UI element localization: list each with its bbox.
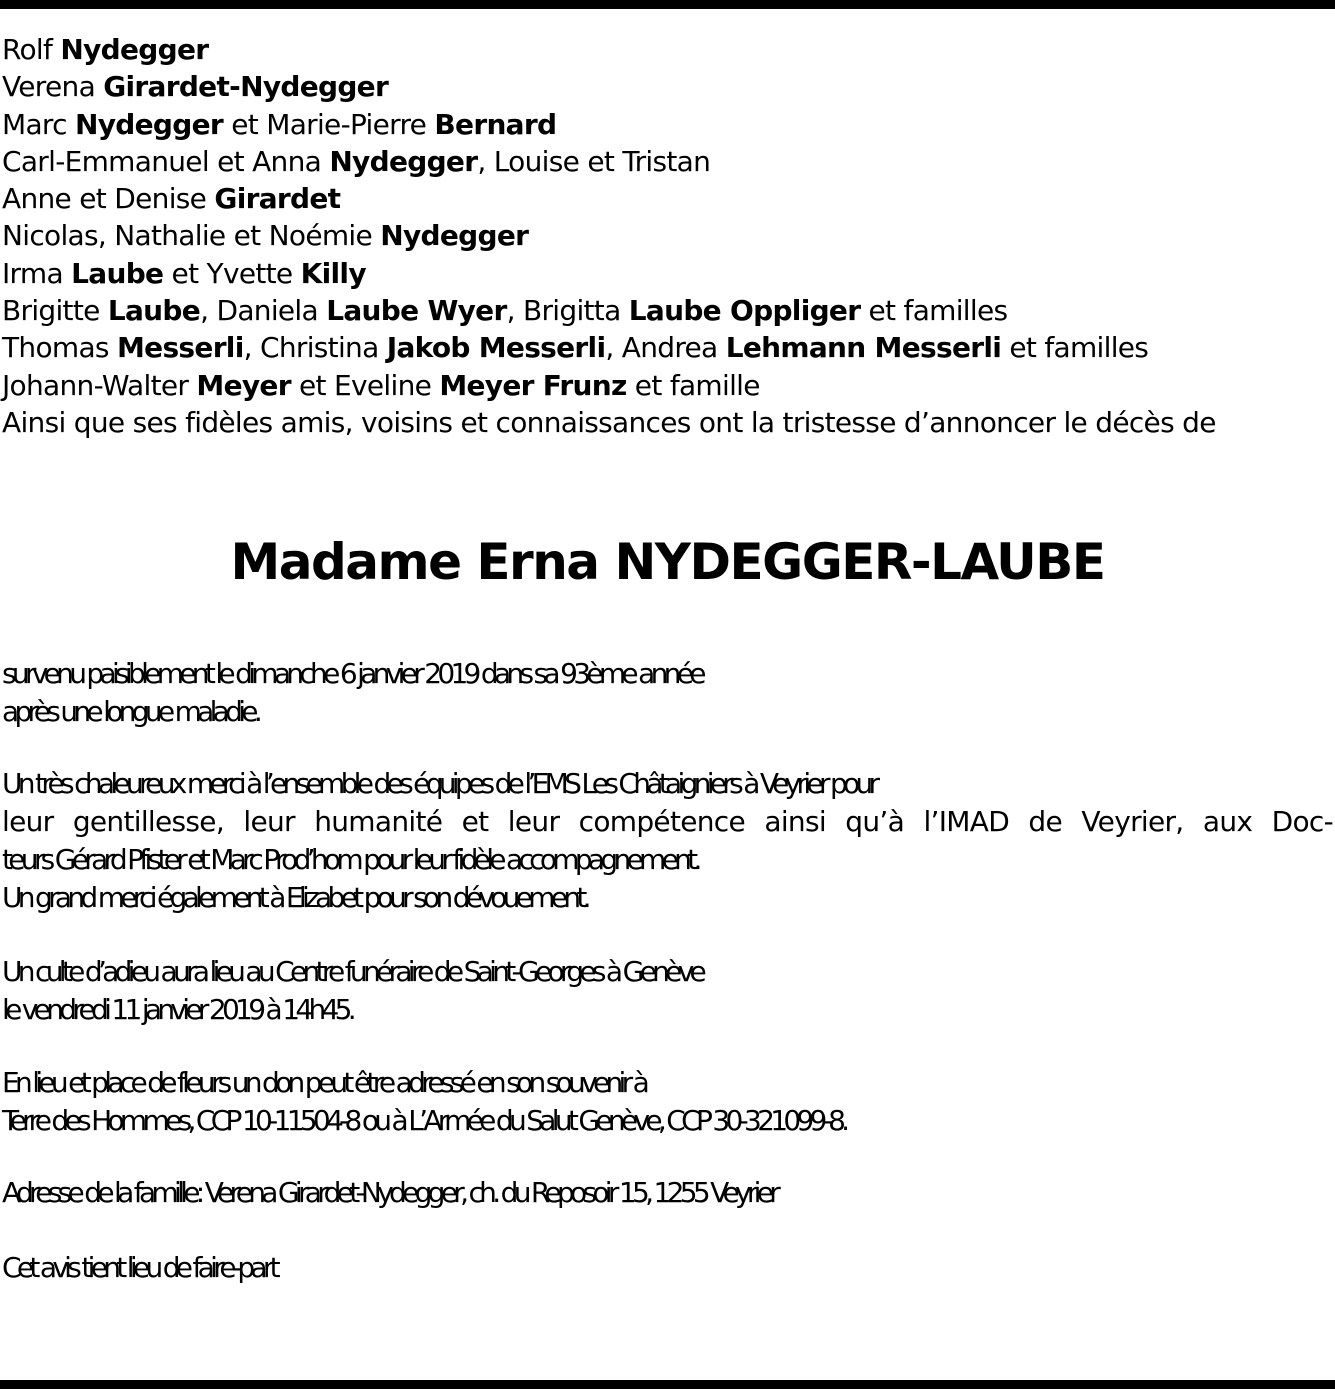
family-text: , Christina	[243, 331, 387, 365]
family-surname: Laube Wyer	[326, 294, 507, 328]
family-text: Irma	[2, 256, 72, 290]
thanks-line: teurs Gérard Pfister et Marc Prod’hom pour leur fidèle accompagnement.	[2, 843, 698, 876]
family-line	[2, 106, 1332, 143]
death-notice	[2, 655, 1333, 731]
bottom-rule	[0, 1380, 1335, 1389]
family-text: Verena	[2, 70, 104, 104]
family-surname: Bernard	[434, 107, 557, 141]
family-surname: Nydegger	[75, 107, 224, 141]
family-line	[2, 404, 1332, 441]
family-line	[2, 68, 1332, 105]
family-text: et familles	[1001, 331, 1149, 365]
family-surname: Messerli	[117, 331, 244, 365]
family-text: et Marie-Pierre	[223, 107, 435, 141]
family-text: et Yvette	[163, 256, 301, 290]
family-surname: Girardet	[214, 182, 341, 216]
family-text: et familles	[860, 294, 1008, 328]
death-notice-line: après une longue maladie.	[2, 695, 259, 728]
family-surname: Killy	[300, 256, 366, 290]
family-surname: Laube Oppliger	[628, 294, 861, 328]
family-text: Ainsi que ses fidèles amis, voisins et connaissances ont la tristesse d’annoncer le décès de	[2, 405, 1216, 439]
family-text: Johann-Walter	[2, 368, 197, 402]
address-line: Adresse de la famille: Verena Girardet-Nydegger, ch. du Reposoir 15, 1255 Veyrier	[2, 1176, 777, 1209]
family-surname: Laube	[71, 256, 164, 290]
top-rule	[0, 0, 1335, 9]
family-text: , Louise et Tristan	[477, 144, 711, 178]
family-surname: Lehmann Messerli	[725, 331, 1002, 365]
ceremony-line: Un culte d’adieu aura lieu au Centre funéraire de Saint-Georges à Genève	[2, 955, 703, 988]
ceremony-paragraph	[2, 953, 1333, 1029]
family-text: , Daniela	[200, 294, 327, 328]
family-text: , Brigitta	[506, 294, 629, 328]
thanks-line: Un très chaleureux merci à l’ensemble des équipes de l’EMS Les Châtaigniers à Veyrier pour	[2, 767, 876, 800]
family-line	[2, 143, 1332, 180]
family-text: et Eveline	[290, 368, 440, 402]
family-surname: Jakob Messerli	[386, 331, 606, 365]
family-text: Carl-Emmanuel et Anna	[2, 144, 330, 178]
family-line	[2, 31, 1332, 68]
family-surname: Laube	[107, 294, 201, 328]
thanks-paragraph	[2, 765, 1333, 917]
family-list	[2, 31, 1332, 441]
family-address	[2, 1174, 1333, 1212]
thanks-line: Un grand merci également à Elizabet pour son dévouement.	[2, 881, 587, 914]
deceased-name: Madame Erna NYDEGGER-LAUBE	[230, 533, 1105, 591]
family-text: , Andrea	[605, 331, 726, 365]
family-line	[2, 367, 1332, 404]
family-surname: Nydegger	[329, 144, 478, 178]
closing-line: Cet avis tient lieu de faire-part	[2, 1251, 276, 1284]
family-text: Brigitte	[2, 294, 108, 328]
family-line	[2, 255, 1332, 292]
death-notice-line: survenu paisiblement le dimanche 6 janvier 2019 dans sa 93ème année	[2, 657, 702, 690]
family-text: Nicolas, Nathalie et Noémie	[2, 219, 381, 253]
ceremony-line: le vendredi 11 janvier 2019 à 14h45.	[2, 993, 352, 1026]
family-surname: Meyer Frunz	[439, 368, 627, 402]
family-line	[2, 329, 1332, 366]
family-line	[2, 292, 1332, 329]
family-text: Thomas	[2, 331, 118, 365]
family-surname: Meyer	[196, 368, 291, 402]
donation-paragraph	[2, 1064, 1333, 1140]
closing-note	[2, 1249, 1333, 1287]
family-text: Marc	[2, 107, 76, 141]
family-line	[2, 180, 1332, 217]
family-surname: Nydegger	[60, 33, 209, 66]
donation-line: En lieu et place de fleurs un don peut être adressé en son souvenir à	[2, 1066, 646, 1099]
family-text: Rolf	[2, 33, 61, 66]
donation-line: Terre des Hommes, CCP 10-11504-8 ou à L’Armée du Salut Genève, CCP 30-321099-8.	[2, 1104, 846, 1137]
family-text: Anne et Denise	[2, 182, 215, 216]
family-line	[2, 217, 1332, 254]
family-text: et famille	[626, 368, 760, 402]
thanks-line: leur gentillesse, leur humanité et leur compétence ainsi qu’à l’IMAD de Veyrier, aux Doc-	[2, 805, 1333, 838]
family-surname: Nydegger	[380, 219, 529, 253]
family-surname: Girardet-Nydegger	[103, 70, 389, 104]
